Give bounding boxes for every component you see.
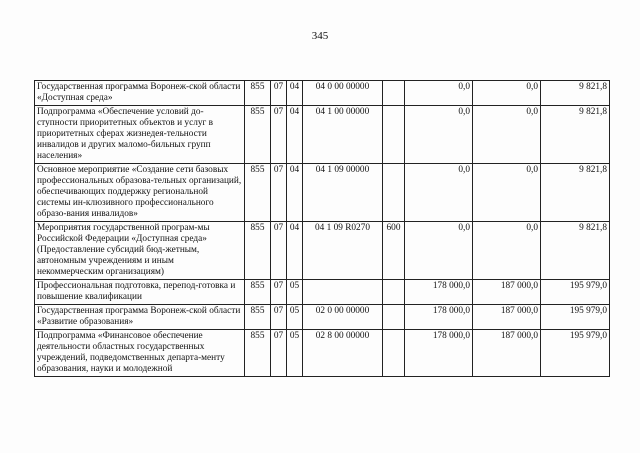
- table-row: [35, 164, 610, 222]
- ministry-code: 855: [245, 164, 271, 222]
- table-row: [35, 305, 610, 330]
- section-code: 07: [271, 330, 287, 377]
- amount-year-3: 9 821,8: [541, 164, 610, 222]
- target-article-code: 04 0 00 00000: [303, 81, 383, 106]
- amount-year-1: 0,0: [405, 106, 473, 164]
- amount-year-2: 0,0: [473, 222, 541, 280]
- ministry-code: 855: [245, 330, 271, 377]
- ministry-code: 855: [245, 222, 271, 280]
- amount-year-1: 0,0: [405, 164, 473, 222]
- expense-type-code: [383, 164, 405, 222]
- expense-type-code: [383, 106, 405, 164]
- amount-year-1: 178 000,0: [405, 305, 473, 330]
- target-article-code: 04 1 00 00000: [303, 106, 383, 164]
- expense-type-code: 600: [383, 222, 405, 280]
- section-code: 07: [271, 280, 287, 305]
- row-name: Профессиональная подготовка, перепод-готовка и повышение квалификации: [35, 280, 245, 305]
- row-name: Подпрограмма «Финансовое обеспечение деятельности областных государственных учреждений, подведомственных департа-менту образования, науки и молодежной: [35, 330, 245, 377]
- amount-year-2: 0,0: [473, 164, 541, 222]
- subsection-code: 05: [287, 330, 303, 377]
- row-name: Государственная программа Воронеж-ской области «Развитие образования»: [35, 305, 245, 330]
- row-name: Основное мероприятие «Создание сети базовых профессиональных образова-тельных организаций, обеспечивающих поддержку региональной системы ин-клюзивного профессионального образо-вания инвалидов»: [35, 164, 245, 222]
- target-article-code: 02 0 00 00000: [303, 305, 383, 330]
- amount-year-3: 9 821,8: [541, 106, 610, 164]
- page-number: 345: [311, 30, 329, 42]
- amount-year-3: 9 821,8: [541, 81, 610, 106]
- expense-type-code: [383, 330, 405, 377]
- amount-year-1: 0,0: [405, 222, 473, 280]
- amount-year-3: 195 979,0: [541, 280, 610, 305]
- subsection-code: 04: [287, 164, 303, 222]
- amount-year-1: 178 000,0: [405, 280, 473, 305]
- subsection-code: 05: [287, 280, 303, 305]
- table-row: [35, 280, 610, 305]
- amount-year-2: 0,0: [473, 81, 541, 106]
- ministry-code: 855: [245, 106, 271, 164]
- section-code: 07: [271, 305, 287, 330]
- ministry-code: 855: [245, 305, 271, 330]
- budget-table: [34, 80, 610, 377]
- amount-year-2: 187 000,0: [473, 330, 541, 377]
- table-row: [35, 222, 610, 280]
- subsection-code: 04: [287, 222, 303, 280]
- target-article-code: 04 1 09 R0270: [303, 222, 383, 280]
- amount-year-1: 178 000,0: [405, 330, 473, 377]
- row-name: Государственная программа Воронеж-ской области «Доступная среда»: [35, 81, 245, 106]
- expense-type-code: [383, 81, 405, 106]
- amount-year-2: 187 000,0: [473, 305, 541, 330]
- target-article-code: [303, 280, 383, 305]
- subsection-code: 04: [287, 106, 303, 164]
- ministry-code: 855: [245, 81, 271, 106]
- ministry-code: 855: [245, 280, 271, 305]
- amount-year-1: 0,0: [405, 81, 473, 106]
- section-code: 07: [271, 81, 287, 106]
- section-code: 07: [271, 164, 287, 222]
- amount-year-3: 195 979,0: [541, 330, 610, 377]
- expense-type-code: [383, 305, 405, 330]
- amount-year-3: 9 821,8: [541, 222, 610, 280]
- expense-type-code: [383, 280, 405, 305]
- subsection-code: 04: [287, 81, 303, 106]
- target-article-code: 02 8 00 00000: [303, 330, 383, 377]
- row-name: Подпрограмма «Обеспечение условий до-ступности приоритетных объектов и услуг в приоритетных сферах жизнедея-тельности инвалидов и других маломо-бильных групп населения»: [35, 106, 245, 164]
- section-code: 07: [271, 106, 287, 164]
- amount-year-2: 0,0: [473, 106, 541, 164]
- amount-year-2: 187 000,0: [473, 280, 541, 305]
- section-code: 07: [271, 222, 287, 280]
- amount-year-3: 195 979,0: [541, 305, 610, 330]
- table-row: [35, 81, 610, 106]
- table-row: [35, 106, 610, 164]
- table-body: [35, 81, 610, 377]
- row-name: Мероприятия государственной програм-мы Российской Федерации «Доступная среда» (Предоставление субсидий бюд-жетным, автономным учреждениям и иным некоммерческим организациям): [35, 222, 245, 280]
- target-article-code: 04 1 09 00000: [303, 164, 383, 222]
- table-row: [35, 330, 610, 377]
- subsection-code: 05: [287, 305, 303, 330]
